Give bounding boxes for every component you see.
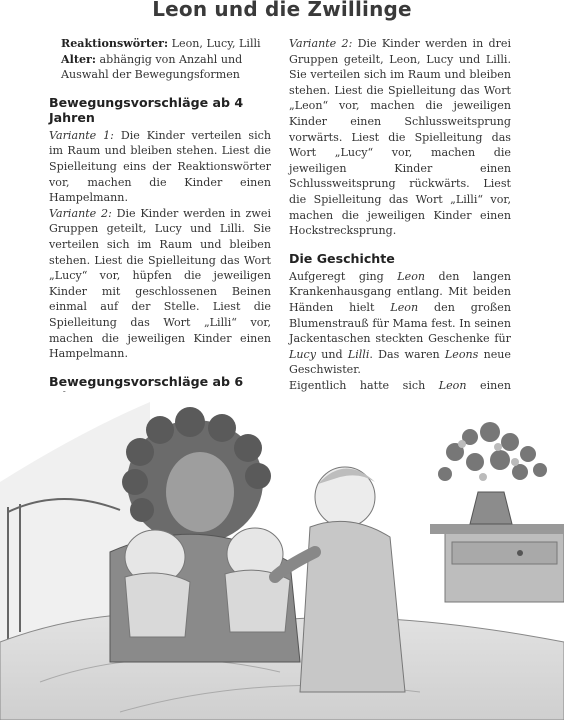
story-heading: Die Geschichte (289, 250, 395, 266)
reaction-words-label: Reaktionswörter: (61, 37, 169, 50)
section-heading-4-years: Bewegungsvorschläge ab 4 Jahren (49, 94, 244, 125)
character-name: Leon (390, 300, 419, 314)
character-name: Lucy (289, 347, 316, 361)
variant-label: Variante 2: (289, 37, 353, 50)
character-name: Leon (438, 378, 467, 392)
story-paragraph-2: Eigentlich hatte sich Leon einen (289, 378, 511, 534)
variant-2-4-years (49, 206, 271, 362)
character-name: Leons (444, 347, 479, 361)
character-name: Leon (397, 269, 426, 283)
variant-2-6-years (289, 36, 511, 239)
character-name: Lilli (347, 347, 370, 361)
reaction-words-line (61, 36, 271, 52)
story-paragraph-1: Aufgeregt ging Leon den langen Krankenhausgang entlang. Mit beiden Händen hielt Leon den großen Blumenstrauß für Mama fest. In seinen Jackentaschen steckten Geschenke für Lucy und Lilli. Das waren Leons neue Geschwister. (289, 269, 511, 377)
variant-text: Die Kinder werden in drei Gruppen geteilt, Leon, Lucy und Lilli. Sie verteilen sich im Raum und bleiben stehen. Liest die Spielleitung das Wort „Leon“ vor, machen die jeweiligen Kinder einen Schlussweitsprung vorwärts. Liest die Spielleitung das Wort „Lucy“ vor, machen die jeweiligen Kinder einen Schlussweitsprung rückwärts. Liest die Spielleitung das Wort „Lilli“ vor, machen die jeweiligen Kinder einen Hockstrecksprung. (289, 37, 512, 238)
age-line (61, 52, 271, 83)
section-heading-6-years: Bewegungsvorschläge ab 6 (49, 373, 244, 389)
variant-label: Variante 2: (49, 206, 112, 220)
reaction-words-value: Leon, Lucy, Lilli (171, 37, 261, 50)
dresser (430, 524, 564, 602)
age-label: Alter: (61, 52, 96, 66)
variant-text: Die Kinder verteilen sich im Raum und bleiben stehen. Liest die Spielleitung eins der Reaktionswörter vor, machen die Kinder einen Hampelmann. (49, 128, 271, 205)
variant-label: Variante 1: (49, 128, 114, 142)
age-value: abhängig von Anzahl und Auswahl der Bewegungsformen (61, 52, 243, 82)
variant-1-4-years (49, 128, 271, 206)
variant-text: Die Kinder werden in zwei Gruppen geteilt, Lucy und Lilli. Sie verteilen sich im Raum und bleiben stehen. Liest die Spielleitung das Wort „Lucy“ vor, hüpfen die jeweiligen Kinder mit geschlossenen Beinen einmal auf der Stelle. Liest die Spielleitung das Wort „Lilli“ vor, machen die jeweiligen Kinder einen Hampelmann. (49, 206, 272, 361)
hospital-illustration (0, 392, 564, 720)
page-title: Leon und die Zwillinge (152, 0, 412, 21)
baby-lilli (125, 530, 190, 637)
